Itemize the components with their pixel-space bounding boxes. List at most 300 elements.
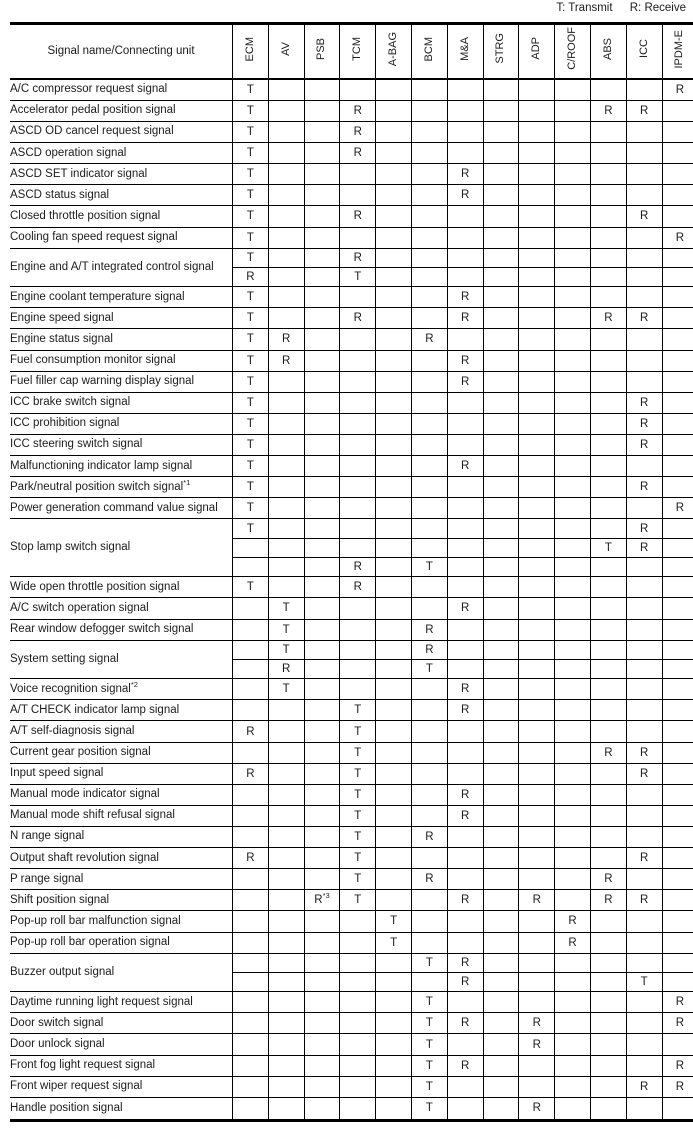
signal-cell <box>268 164 304 185</box>
signal-cell: R <box>340 248 376 267</box>
signal-cell <box>519 287 555 308</box>
signal-cell <box>340 434 376 455</box>
signal-cell <box>304 992 340 1013</box>
signal-name: ASCD OD cancel request signal <box>10 121 233 142</box>
signal-name: Park/neutral position switch signal$^{*1}$ <box>10 477 233 498</box>
signal-cell <box>411 100 447 121</box>
signal-cell: R <box>447 679 483 700</box>
signal-cell <box>447 721 483 742</box>
signal-cell <box>555 1055 591 1076</box>
signal-cell <box>411 890 447 911</box>
signal-cell: R <box>626 308 662 329</box>
column-header-a-bag <box>376 24 412 79</box>
signal-name: Front wiper request signal <box>10 1076 233 1097</box>
signal-cell <box>411 932 447 953</box>
signal-cell <box>626 700 662 721</box>
table-row <box>10 763 693 784</box>
signal-cell <box>483 434 519 455</box>
signal-cell <box>555 79 591 101</box>
signal-cell <box>340 164 376 185</box>
signal-table <box>10 22 693 1122</box>
signal-cell <box>268 1013 304 1034</box>
signal-cell: R <box>411 329 447 350</box>
signal-cell <box>555 185 591 206</box>
signal-cell <box>519 477 555 498</box>
signal-cell <box>626 598 662 619</box>
signal-cell: R <box>447 185 483 206</box>
signal-cell: R <box>447 164 483 185</box>
signal-cell <box>340 1076 376 1097</box>
signal-cell <box>590 185 626 206</box>
signal-cell <box>233 659 269 678</box>
signal-cell <box>519 805 555 826</box>
signal-cell: R <box>626 763 662 784</box>
signal-cell <box>268 79 304 101</box>
signal-name: ASCD status signal <box>10 185 233 206</box>
signal-cell: T <box>340 721 376 742</box>
signal-cell: R <box>340 577 376 598</box>
signal-cell <box>626 498 662 519</box>
signal-cell <box>376 827 412 848</box>
signal-cell: T <box>233 498 269 519</box>
signal-cell: T <box>340 267 376 286</box>
table-row <box>10 308 693 329</box>
signal-cell <box>447 911 483 932</box>
signal-cell <box>447 640 483 659</box>
signal-cell <box>590 619 626 640</box>
signal-cell <box>233 640 269 659</box>
signal-cell <box>590 558 626 577</box>
signal-cell <box>340 79 376 101</box>
signal-name: Input speed signal <box>10 763 233 784</box>
signal-cell: R <box>447 350 483 371</box>
signal-cell <box>519 227 555 248</box>
signal-cell <box>304 308 340 329</box>
signal-cell <box>447 742 483 763</box>
signal-cell <box>447 143 483 164</box>
signal-cell: T <box>268 598 304 619</box>
column-header-label: ICC <box>637 39 650 59</box>
signal-cell <box>233 953 269 972</box>
signal-cell <box>447 329 483 350</box>
signal-cell: R <box>626 413 662 434</box>
signal-cell: R <box>662 1013 693 1034</box>
signal-name: Front fog light request signal <box>10 1055 233 1076</box>
signal-cell <box>268 287 304 308</box>
signal-cell <box>590 434 626 455</box>
signal-name: ICC prohibition signal <box>10 413 233 434</box>
column-header-av <box>268 24 304 79</box>
signal-cell <box>626 456 662 477</box>
signal-cell: R <box>233 267 269 286</box>
signal-cell <box>626 992 662 1013</box>
signal-cell <box>555 206 591 227</box>
signal-cell <box>519 932 555 953</box>
signal-cell <box>340 1013 376 1034</box>
signal-name: Daytime running light request signal <box>10 992 233 1013</box>
signal-cell <box>483 538 519 557</box>
signal-cell <box>268 700 304 721</box>
signal-cell: R <box>447 805 483 826</box>
signal-cell <box>590 206 626 227</box>
signal-cell <box>304 143 340 164</box>
signal-cell <box>411 164 447 185</box>
table-row <box>10 79 693 101</box>
signal-cell <box>555 477 591 498</box>
signal-cell: T <box>233 287 269 308</box>
signal-cell <box>233 679 269 700</box>
table-row <box>10 911 693 932</box>
signal-cell <box>483 911 519 932</box>
signal-cell <box>268 721 304 742</box>
signal-cell <box>555 577 591 598</box>
signal-cell: R <box>626 538 662 557</box>
signal-cell: R <box>447 972 483 991</box>
signal-cell <box>340 640 376 659</box>
signal-cell <box>447 248 483 267</box>
signal-cell <box>268 1055 304 1076</box>
signal-cell: T <box>626 972 662 991</box>
column-header-label: STRG <box>494 33 507 65</box>
signal-cell <box>376 972 412 991</box>
signal-cell: T <box>233 413 269 434</box>
signal-cell <box>662 1097 693 1120</box>
signal-cell <box>519 972 555 991</box>
signal-cell <box>304 558 340 577</box>
signal-cell <box>268 392 304 413</box>
signal-name: Engine speed signal <box>10 308 233 329</box>
signal-name: ICC brake switch signal <box>10 392 233 413</box>
signal-cell <box>411 784 447 805</box>
signal-cell <box>626 1097 662 1120</box>
signal-cell <box>590 598 626 619</box>
table-row <box>10 827 693 848</box>
table-row <box>10 456 693 477</box>
signal-cell <box>662 329 693 350</box>
signal-cell <box>340 477 376 498</box>
signal-cell <box>626 953 662 972</box>
signal-cell <box>483 848 519 869</box>
table-row <box>10 227 693 248</box>
signal-cell <box>662 577 693 598</box>
signal-cell <box>304 577 340 598</box>
signal-cell <box>268 248 304 267</box>
signal-cell <box>483 371 519 392</box>
signal-cell <box>662 100 693 121</box>
signal-cell <box>447 827 483 848</box>
signal-cell <box>304 392 340 413</box>
signal-cell <box>447 1076 483 1097</box>
signal-cell <box>268 932 304 953</box>
signal-cell <box>483 248 519 267</box>
signal-cell <box>483 558 519 577</box>
signal-cell <box>483 1076 519 1097</box>
signal-cell <box>662 350 693 371</box>
signal-cell: R <box>626 742 662 763</box>
signal-cell <box>519 100 555 121</box>
signal-cell <box>519 329 555 350</box>
signal-cell <box>590 827 626 848</box>
signal-cell <box>483 972 519 991</box>
signal-cell: T <box>411 659 447 678</box>
signal-cell <box>376 640 412 659</box>
signal-cell <box>447 100 483 121</box>
signal-cell <box>555 434 591 455</box>
signal-cell <box>626 287 662 308</box>
signal-cell <box>304 784 340 805</box>
signal-cell: T <box>233 434 269 455</box>
signal-cell: T <box>233 350 269 371</box>
signal-cell <box>268 206 304 227</box>
signal-cell: R <box>233 721 269 742</box>
signal-cell <box>268 538 304 557</box>
signal-cell <box>590 371 626 392</box>
signal-cell <box>376 619 412 640</box>
signal-cell <box>519 350 555 371</box>
signal-cell <box>555 659 591 678</box>
signal-cell <box>304 519 340 538</box>
signal-cell <box>590 329 626 350</box>
signal-cell <box>376 519 412 538</box>
signal-cell <box>662 953 693 972</box>
signal-cell <box>376 227 412 248</box>
table-row <box>10 392 693 413</box>
signal-cell <box>411 538 447 557</box>
signal-cell: R <box>340 558 376 577</box>
signal-cell: R <box>447 598 483 619</box>
table-row <box>10 519 693 538</box>
signal-cell: R <box>662 1055 693 1076</box>
signal-cell <box>483 329 519 350</box>
signal-cell <box>304 827 340 848</box>
signal-cell <box>626 350 662 371</box>
signal-cell: R <box>662 1076 693 1097</box>
signal-cell <box>304 267 340 286</box>
signal-cell <box>483 1034 519 1055</box>
signal-cell <box>304 185 340 206</box>
signal-cell: R <box>626 477 662 498</box>
signal-cell <box>268 185 304 206</box>
signal-name: Engine and A/T integrated control signal <box>10 248 233 287</box>
signal-cell: R <box>590 890 626 911</box>
signal-cell: R <box>555 932 591 953</box>
signal-cell <box>662 143 693 164</box>
signal-cell <box>662 721 693 742</box>
signal-cell <box>376 456 412 477</box>
signal-cell <box>483 287 519 308</box>
signal-name: Door switch signal <box>10 1013 233 1034</box>
signal-cell <box>590 848 626 869</box>
signal-cell <box>376 143 412 164</box>
signal-cell <box>233 1055 269 1076</box>
table-row <box>10 805 693 826</box>
signal-cell <box>411 700 447 721</box>
signal-cell <box>376 164 412 185</box>
signal-name: Pop-up roll bar malfunction signal <box>10 911 233 932</box>
table-row <box>10 413 693 434</box>
footnote-marker: *3 <box>322 891 330 901</box>
signal-cell <box>411 972 447 991</box>
signal-cell <box>304 911 340 932</box>
column-header-signal-name: Signal name/Connecting unit <box>10 24 233 79</box>
signal-cell <box>555 992 591 1013</box>
signal-name: Rear window defogger switch signal <box>10 619 233 640</box>
signal-cell <box>626 329 662 350</box>
signal-cell: T <box>411 992 447 1013</box>
signal-cell <box>268 1034 304 1055</box>
signal-cell <box>662 932 693 953</box>
signal-cell <box>376 659 412 678</box>
signal-cell <box>519 1055 555 1076</box>
signal-cell <box>376 267 412 286</box>
signal-cell <box>555 498 591 519</box>
signal-cell <box>483 392 519 413</box>
signal-cell <box>555 784 591 805</box>
signal-name: Output shaft revolution signal <box>10 848 233 869</box>
column-header-abs <box>590 24 626 79</box>
signal-cell: T <box>411 1076 447 1097</box>
signal-cell: R <box>268 659 304 678</box>
signal-cell <box>483 577 519 598</box>
column-header-label: BCM <box>422 36 435 61</box>
signal-cell <box>304 700 340 721</box>
signal-cell <box>662 164 693 185</box>
signal-cell <box>555 640 591 659</box>
signal-cell <box>376 121 412 142</box>
signal-cell <box>662 121 693 142</box>
signal-cell <box>662 434 693 455</box>
signal-cell <box>519 371 555 392</box>
signal-cell <box>590 911 626 932</box>
signal-cell <box>304 248 340 267</box>
signal-cell <box>376 1055 412 1076</box>
signal-name: Engine status signal <box>10 329 233 350</box>
signal-cell <box>268 848 304 869</box>
signal-cell <box>411 248 447 267</box>
signal-cell <box>555 869 591 890</box>
signal-cell <box>376 413 412 434</box>
signal-cell <box>555 164 591 185</box>
signal-cell <box>590 456 626 477</box>
signal-cell <box>590 392 626 413</box>
signal-name: A/T self-diagnosis signal <box>10 721 233 742</box>
signal-cell <box>483 679 519 700</box>
column-header-bcm <box>411 24 447 79</box>
signal-cell <box>590 519 626 538</box>
signal-cell <box>662 413 693 434</box>
signal-cell <box>340 911 376 932</box>
signal-cell <box>268 953 304 972</box>
signal-cell <box>376 185 412 206</box>
signal-cell <box>662 700 693 721</box>
signal-cell <box>304 164 340 185</box>
signal-cell <box>519 308 555 329</box>
signal-cell: R <box>626 519 662 538</box>
signal-cell: R <box>411 619 447 640</box>
signal-cell <box>376 700 412 721</box>
signal-cell <box>233 827 269 848</box>
table-row <box>10 932 693 953</box>
signal-cell <box>268 784 304 805</box>
column-header-label: ADP <box>530 37 543 61</box>
signal-cell <box>411 350 447 371</box>
footnote-marker: *2 <box>130 679 138 689</box>
signal-cell <box>483 498 519 519</box>
signal-cell: R <box>447 308 483 329</box>
signal-cell <box>268 143 304 164</box>
signal-cell <box>340 413 376 434</box>
signal-cell <box>483 519 519 538</box>
signal-cell <box>590 143 626 164</box>
signal-cell <box>590 1097 626 1120</box>
signal-cell: R <box>233 763 269 784</box>
signal-cell <box>519 248 555 267</box>
table-row <box>10 598 693 619</box>
signal-cell: T <box>340 890 376 911</box>
signal-cell <box>662 890 693 911</box>
signal-cell <box>483 721 519 742</box>
signal-cell <box>304 1034 340 1055</box>
signal-cell <box>268 911 304 932</box>
table-row <box>10 1055 693 1076</box>
legend-transmit: T: Transmit <box>556 2 613 14</box>
signal-cell <box>411 185 447 206</box>
column-header-tcm <box>340 24 376 79</box>
signal-cell <box>626 1034 662 1055</box>
signal-cell <box>590 763 626 784</box>
signal-cell <box>519 577 555 598</box>
signal-cell <box>233 932 269 953</box>
signal-cell <box>555 890 591 911</box>
signal-cell <box>268 827 304 848</box>
signal-cell: R <box>626 206 662 227</box>
signal-cell: T <box>233 185 269 206</box>
signal-cell: R <box>519 890 555 911</box>
signal-cell <box>483 659 519 678</box>
signal-cell <box>340 227 376 248</box>
signal-cell <box>447 1034 483 1055</box>
signal-cell <box>340 185 376 206</box>
signal-cell <box>590 248 626 267</box>
signal-cell <box>304 206 340 227</box>
signal-cell <box>626 121 662 142</box>
signal-name: Power generation command value signal <box>10 498 233 519</box>
signal-cell <box>555 456 591 477</box>
table-row <box>10 350 693 371</box>
signal-cell <box>340 953 376 972</box>
signal-cell <box>268 972 304 991</box>
signal-cell <box>662 911 693 932</box>
signal-name: Voice recognition signal$^{*2}$ <box>10 679 233 700</box>
signal-cell: R <box>340 308 376 329</box>
signal-cell <box>268 742 304 763</box>
signal-cell <box>662 848 693 869</box>
signal-cell <box>555 143 591 164</box>
signal-cell <box>519 121 555 142</box>
signal-cell <box>447 558 483 577</box>
signal-cell <box>626 371 662 392</box>
signal-cell <box>555 371 591 392</box>
signal-cell <box>304 456 340 477</box>
signal-cell <box>376 79 412 101</box>
signal-cell <box>304 598 340 619</box>
signal-cell <box>590 267 626 286</box>
signal-name: ASCD operation signal <box>10 143 233 164</box>
signal-cell <box>662 619 693 640</box>
signal-cell <box>483 827 519 848</box>
signal-cell <box>555 519 591 538</box>
signal-cell: T <box>340 784 376 805</box>
